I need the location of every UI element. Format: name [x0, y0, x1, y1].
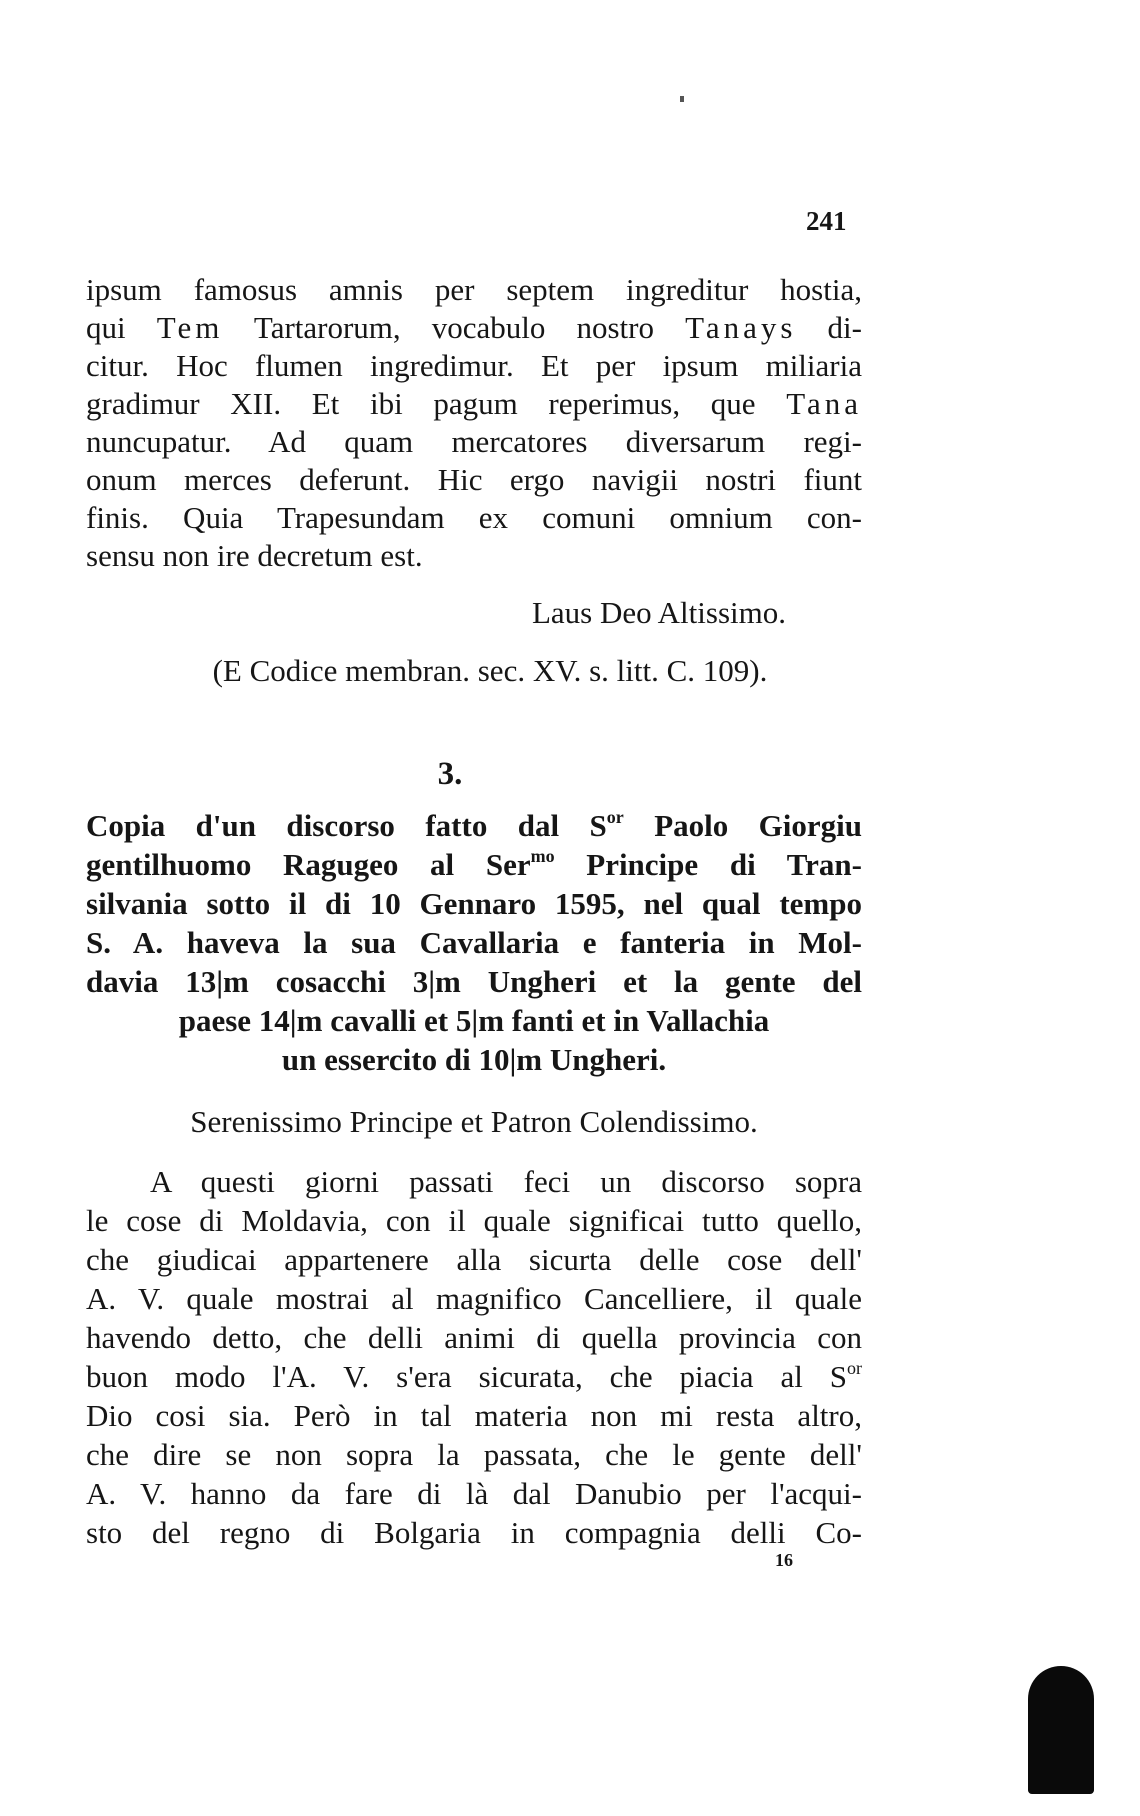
ink-speck	[680, 96, 684, 102]
body-line-9: A. V. hanno da fare di là dal Danubio per l'acqui-	[86, 1476, 862, 1511]
passage-line-6: onum merces deferunt. Hic ergo navigii nostri fiunt	[86, 462, 862, 497]
passage-line-3: citur. Hoc flumen ingredimur. Et per ipsum miliaria	[86, 348, 862, 383]
body-line-1: A questi giorni passati feci un discorso sopra	[150, 1164, 862, 1199]
body-line-8: che dire se non sopra la passata, che le gente dell'	[86, 1437, 862, 1472]
closing-line: Laus Deo Altissimo.	[531, 595, 786, 630]
passage-line-1: ipsum famosus amnis per septem ingreditur hostia,	[86, 272, 862, 307]
heading-line-4: S. A. haveva la sua Cavallaria e fanteria in Mol-	[86, 925, 862, 960]
body-line-4: A. V. quale mostrai al magnifico Cancelliere, il quale	[86, 1281, 862, 1316]
heading-line-6: paese 14|m cavalli et 5|m fanti et in Vallachia	[178, 1003, 770, 1038]
body-line-10: sto del regno di Bolgaria in compagnia delli Co-	[86, 1515, 862, 1550]
body-line-2: le cose di Moldavia, con il quale significai tutto quello,	[86, 1203, 862, 1238]
heading-line-3: silvania sotto il di 10 Gennaro 1595, nel qual tempo	[86, 886, 862, 921]
signature-mark: 16	[775, 1550, 793, 1570]
source-citation: (E Codice membran. sec. XV. s. litt. C. 109).	[212, 653, 768, 688]
body-line-5: havendo detto, che delli animi di quella provincia con	[86, 1320, 862, 1355]
passage-line-5: nuncupatur. Ad quam mercatores diversarum regi-	[86, 424, 862, 459]
body-line-7: Dio cosi sia. Però in tal materia non mi resta altro,	[86, 1398, 862, 1433]
body-line-3: che giudicai appartenere alla sicurta delle cose dell'	[86, 1242, 862, 1277]
section-number: 3.	[437, 756, 463, 792]
heading-line-5: davia 13|m cosacchi 3|m Ungheri et la gente del	[86, 964, 862, 999]
passage-line-2: qui Tem Tartarorum, vocabulo nostro Tanays di-	[86, 310, 862, 345]
passage-line-7: finis. Quia Trapesundam ex comuni omnium con-	[86, 500, 862, 535]
body-line-6: buon modo l'A. V. s'era sicurata, che piacia al $S^{or}$	[86, 1358, 862, 1394]
passage-line-4: gradimur XII. Et ibi pagum reperimus, que Tana	[86, 386, 862, 421]
scan-corner-blot	[1028, 1666, 1094, 1794]
page-number: 241	[806, 206, 847, 236]
passage-line-8: sensu non ire decretum est.	[86, 538, 423, 573]
heading-line-1: Copia d'un discorso fatto dal $S^{or}$ Paolo Giorgiu	[86, 807, 863, 843]
heading-line-2: gentilhuomo Ragugeo al Ser$^{mo}$ Principe di Tran-	[86, 846, 862, 882]
salutation: Serenissimo Principe et Patron Colendissimo.	[190, 1104, 758, 1139]
heading-line-7: un essercito di 10|m Ungheri.	[281, 1042, 667, 1077]
